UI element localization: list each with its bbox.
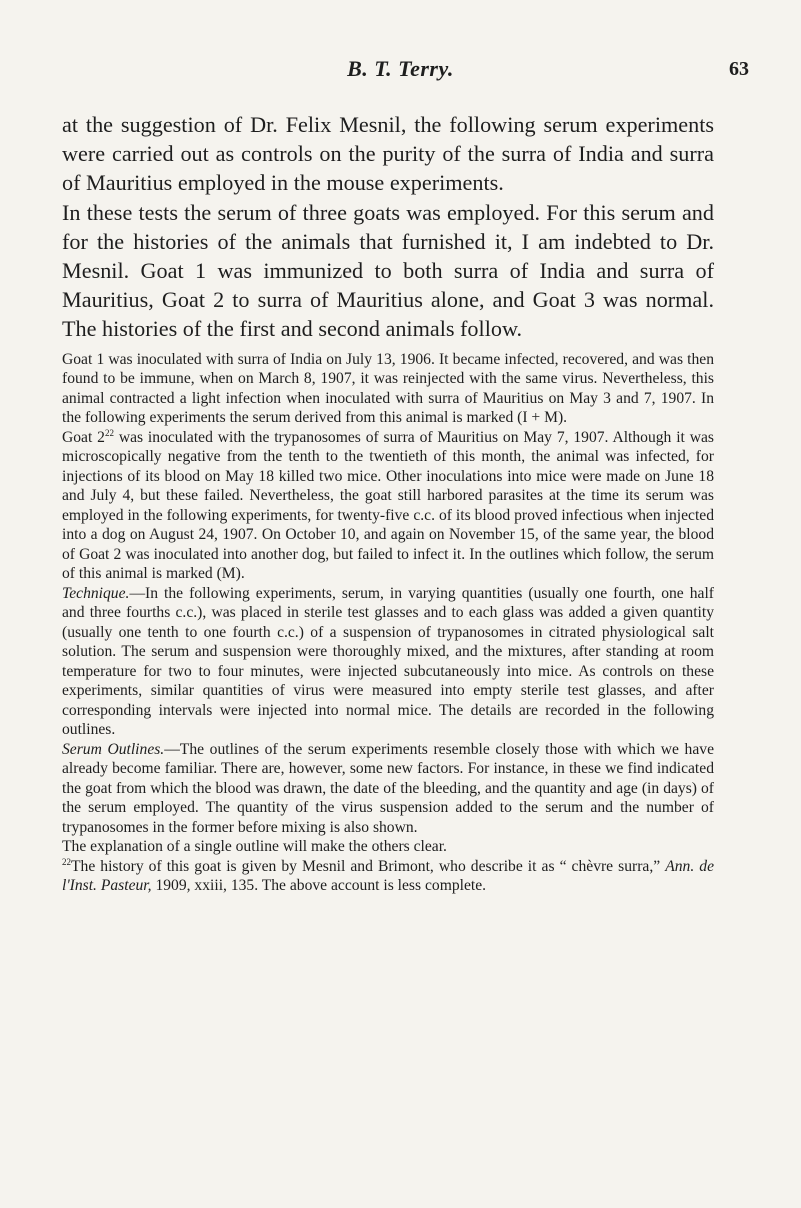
text-block (62, 110, 714, 896)
footnote-text-1: The history of this goat is given by Mesnil and Brimont, who describe it as “ chèvre surra,” (71, 857, 666, 875)
running-head (0, 56, 801, 86)
paragraph-goat-2 (62, 428, 714, 584)
footnote-journal: Ann. de l'Inst. Pasteur, (62, 857, 714, 895)
paragraph-explanation: The explanation of a single outline will make the others clear. (62, 838, 447, 856)
page-number: 63 (729, 58, 749, 80)
paragraph-goat-serum: In these tests the serum of three goats was employed. For this serum and for the histories of the animals that furnished it, I am indebted to Dr. Mesnil. Goat 1 was immunized to both surra of India and surra of Mauritius, Goat 2 to surra of Mauritius alone, and Goat 3 was normal. The histories of the first and second animals follow. (62, 199, 714, 342)
paragraph-goat-1: Goat 1 was inoculated with surra of India on July 13, 1906. It became infected, recovered, and was then found to be immune, when on March 8, 1907, it was reinjected with the same virus. Nevertheless, this animal contracted a light infection when inoculated with surra of Mauritius on May 3 and 7, 1907. In the following experiments the serum derived from this animal is marked (I + M). (62, 350, 714, 427)
footnote-number: 22 (62, 856, 71, 867)
technique-heading: Technique. (62, 584, 130, 602)
paragraph-serum-outlines (62, 740, 714, 838)
running-title: B. T. Terry. (347, 56, 454, 81)
footnote-ref: 22 (104, 427, 114, 438)
goat-2-label: Goat 2 (62, 428, 105, 446)
serum-outlines-heading: Serum Outlines. (62, 740, 165, 758)
footnote (62, 857, 714, 896)
footnote-text-2: 1909, xxiii, 135. The above account is less complete. (151, 877, 487, 895)
serum-outlines-text: —The outlines of the serum experiments resemble closely those with which we have already become familiar. There are, however, some new factors. For instance, in these we find indicated the goat from which the blood was drawn, the date of the bleeding, and the quantity and age (in days) of the serum employed. The quantity of the virus suspension added to the serum and the number of trypanosomes in the former before mixing is also shown. (62, 740, 714, 836)
paragraph-technique (62, 584, 714, 740)
paragraph-intro: at the suggestion of Dr. Felix Mesnil, the following serum experiments were carried out as controls on the purity of the surra of India and surra of Mauritius employed in the mouse experiments. (62, 112, 714, 196)
goat-2-history: was inoculated with the trypanosomes of surra of Mauritius on May 7, 1907. Although it was microscopically negative from the tenth to the twentieth of this month, the animal was infected, for injections of its blood on May 18 killed two mice. Other inoculations into mice were made on June 18 and July 4, but these failed. Nevertheless, the goat still harbored parasites at the time its serum was employed in the following experiments, for twenty-five c.c. of its blood proved infectious when injected into a dog on August 24, 1907. On October 10, and again on November 15, of the same year, the blood of Goat 2 was inoculated into another dog, but failed to infect it. In the outlines which follow, the serum of this animal is marked (M). (62, 428, 714, 583)
technique-text: —In the following experiments, serum, in varying quantities (usually one fourth, one half and three fourths c.c.), was placed in sterile test glasses and to each glass was added a given quantity (usually one tenth to one fourth c.c.) of a suspension of trypanosomes in citrated physiological salt solution. The serum and suspension were thoroughly mixed, and the mixtures, after standing at room temperature for two to four minutes, were injected subcutaneously into mice. As controls on these experiments, similar quantities of virus were measured into empty sterile test glasses, and after corresponding intervals were injected into normal mice. The details are recorded in the following outlines. (62, 584, 714, 739)
